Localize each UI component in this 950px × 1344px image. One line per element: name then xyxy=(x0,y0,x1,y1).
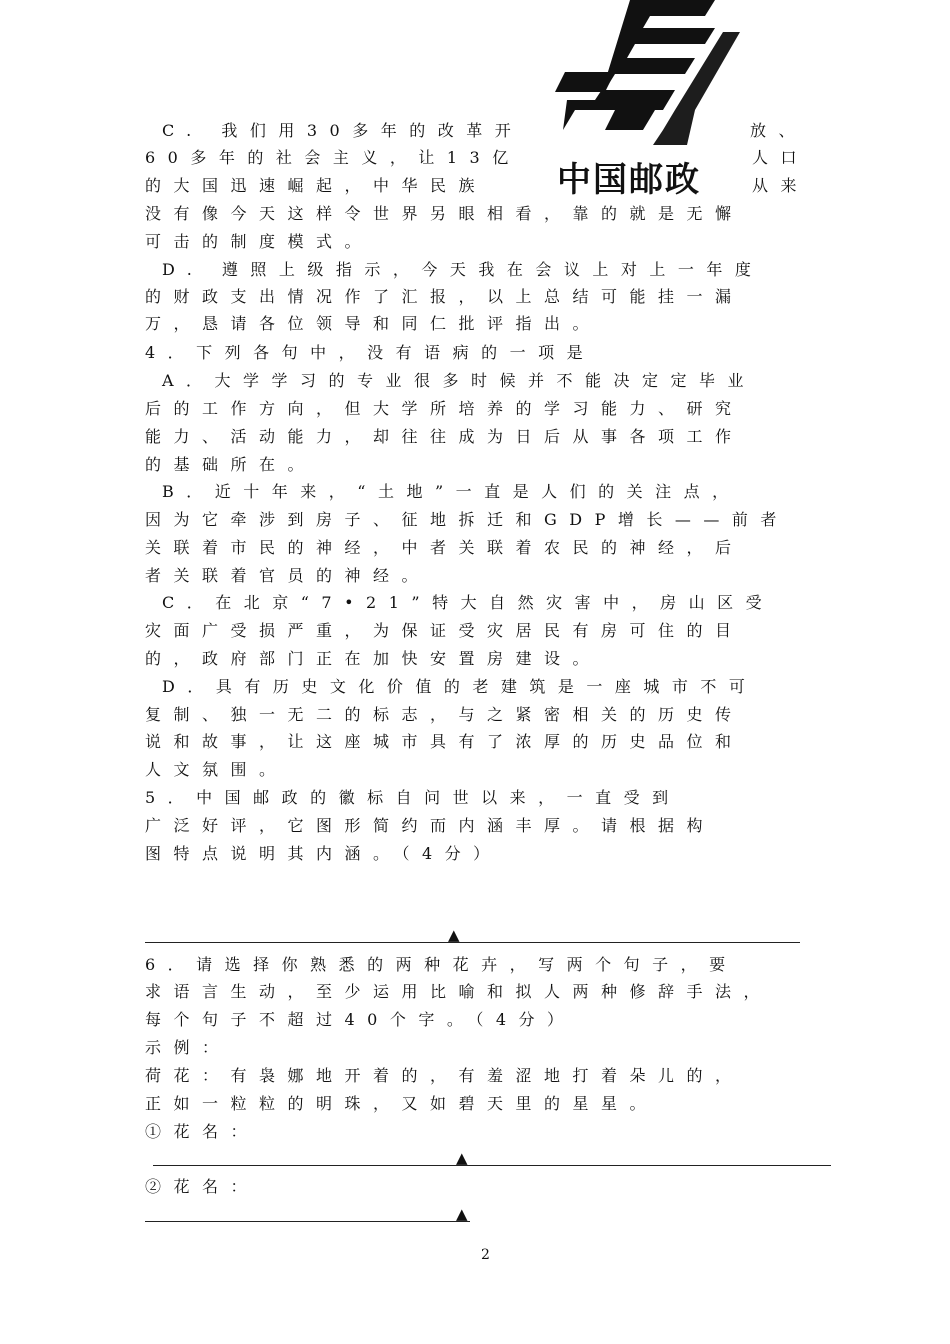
flower-2-answer-line[interactable] xyxy=(145,1221,470,1222)
q4-option-a-line-2: 后的工作方向，但大学所培养的学习能力、研究 xyxy=(145,399,744,418)
flower-2-answer-mark: ▲ xyxy=(456,1205,468,1223)
q6-line-1: 6．请选择你熟悉的两种花卉，写两个句子，要 xyxy=(145,955,738,974)
flower-1-answer-line[interactable] xyxy=(153,1165,831,1166)
q4-option-b-line-3: 关联着市民的神经，中者关联着农民的神经，后 xyxy=(145,538,744,557)
q5-line-1: 5．中国邮政的徽标自问世以来，一直受到 xyxy=(145,788,681,807)
example-label: 示例： xyxy=(145,1038,231,1057)
page-number: 2 xyxy=(481,1247,490,1263)
q3c-line-1-tail: 放、 xyxy=(750,121,808,140)
flower-1-answer-mark: ▲ xyxy=(456,1149,468,1167)
q5-line-2: 广泛好评，它图形简约而内涵丰厚。请根据构 xyxy=(145,816,716,835)
q4-option-d-line-3: 说和故事，让这座城市具有了浓厚的历史品位和 xyxy=(145,732,744,751)
q4-option-c-line-2: 灾面广受损严重，为保证受灾居民有房可住的目 xyxy=(145,621,744,640)
logo-text: 中国邮政 xyxy=(557,160,701,200)
q3c-line-3: 的大国迅速崛起，中华民族 xyxy=(145,176,488,195)
q4-option-a-line-3: 能力、活动能力，却往往成为日后从事各项工作 xyxy=(145,427,744,446)
flower-2-label: ②花名： xyxy=(145,1177,260,1196)
q6-line-3: 每个句子不超过40个字。（4分） xyxy=(145,1010,576,1029)
q3d-line-1: D. 遵照上级指示，今天我在会议上对上一年度 xyxy=(162,260,764,279)
q3c-line-2-tail: 人口 xyxy=(752,148,810,167)
q4-option-c-line-3: 的，政府部门正在加快安置房建设。 xyxy=(145,649,602,668)
q4-option-d-line-2: 复制、独一无二的标志，与之紧密相关的历史传 xyxy=(145,705,744,724)
q3d-line-2: 的财政支出情况作了汇报，以上总结可能挂一漏 xyxy=(145,287,744,306)
q3c-line-5: 可击的制度模式。 xyxy=(145,232,374,251)
q4-option-b-line-4: 者关联着官员的神经。 xyxy=(145,566,431,585)
q4-option-b-line-2: 因为它牵涉到房子、征地拆迁和GDP增长——前者 xyxy=(145,510,789,529)
example-line-2: 正如一粒粒的明珠，又如碧天里的星星。 xyxy=(145,1094,659,1113)
q5-answer-line[interactable] xyxy=(145,942,800,943)
q3d-line-3: 万，恳请各位领导和同仁批评指出。 xyxy=(145,314,602,333)
q3c-line-4: 没有像今天这样令世界另眼相看，靠的就是无懈 xyxy=(145,204,744,223)
q4-stem: 4．下列各句中，没有语病的一项是 xyxy=(145,343,596,362)
q5-line-3: 图特点说明其内涵。（4分） xyxy=(145,844,502,863)
q4-option-d-line-4: 人文氛围。 xyxy=(145,760,288,779)
q4-option-d-line-1: D．具有历史文化价值的老建筑是一座城市不可 xyxy=(162,677,758,696)
q5-answer-mark: ▲ xyxy=(448,926,460,944)
q6-line-2: 求语言生动，至少运用比喻和拟人两种修辞手法， xyxy=(145,982,773,1001)
q3c-line-3-tail: 从来 xyxy=(752,176,810,195)
q4-option-b-line-1: B．近十年来，“土地”一直是人们的关注点， xyxy=(162,482,741,501)
q3c-line-1: C. 我们用30多年的改革开 xyxy=(162,121,524,140)
q4-option-a-line-4: 的基础所在。 xyxy=(145,455,317,474)
flower-1-label: ①花名： xyxy=(145,1122,260,1141)
example-line-1: 荷花：有袅娜地开着的，有羞涩地打着朵儿的， xyxy=(145,1066,744,1085)
q3c-line-2: 60多年的社会主义，让13亿 xyxy=(145,148,521,167)
q4-option-a-line-1: A．大学学习的专业很多时候并不能决定定毕业 xyxy=(162,371,757,390)
q4-option-c-line-1: C．在北京“7•21”特大自然灾害中，房山区受 xyxy=(162,593,775,612)
